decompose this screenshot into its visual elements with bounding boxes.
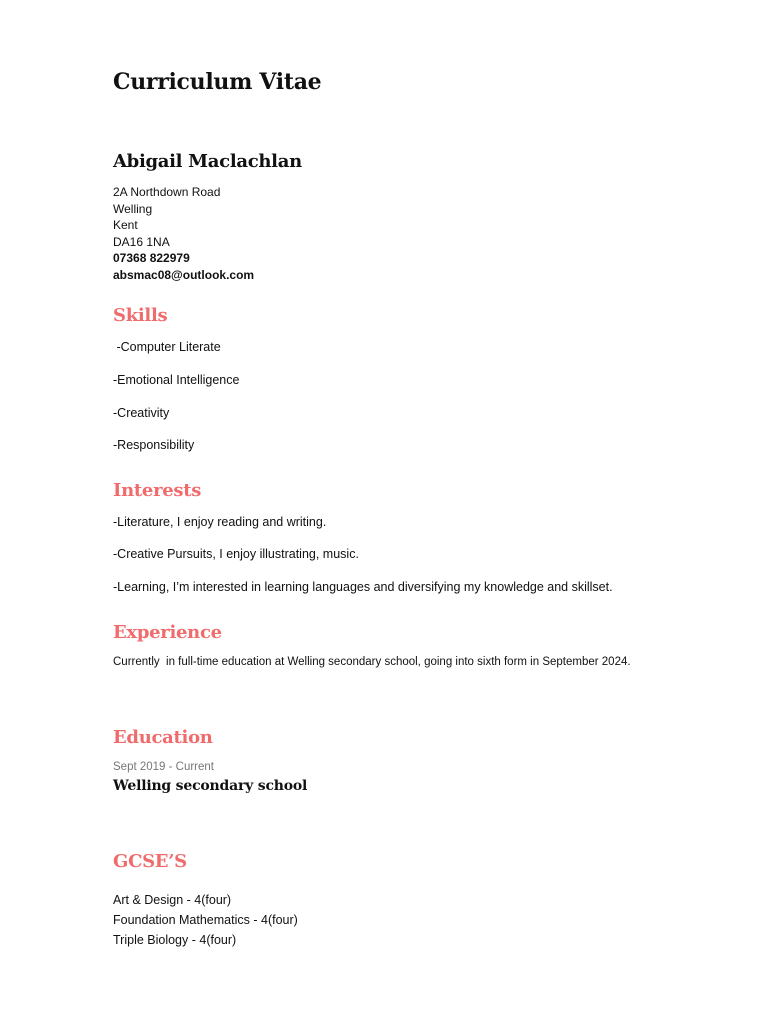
gcse-heading: GCSE’S: [113, 851, 187, 872]
interest-item: -Creative Pursuits, I enjoy illustrating, music.: [113, 547, 359, 561]
address-postcode: DA16 1NA: [113, 235, 170, 249]
skill-item: -Creativity: [113, 406, 170, 420]
interest-item: -Learning, I’m interested in learning languages and diversifying my knowledge and skillset.: [113, 580, 613, 594]
gcse-item: Art & Design - 4(four): [113, 893, 232, 907]
school-name: Welling secondary school: [113, 778, 308, 794]
skill-item: -Responsibility: [113, 438, 195, 452]
education-period: Sept 2019 - Current: [113, 761, 215, 773]
education-heading: Education: [113, 727, 213, 748]
skill-item: -Emotional Intelligence: [113, 373, 240, 387]
address-line-2: Welling: [113, 202, 153, 216]
skill-item: -Computer Literate: [113, 340, 221, 354]
skills-heading: Skills: [113, 305, 168, 326]
interests-heading: Interests: [113, 480, 202, 501]
address-county: Kent: [113, 218, 138, 232]
experience-text: Currently in full-time education at Welling secondary school, going into sixth form in September 2024.: [113, 656, 631, 668]
phone-number: 07368 822979: [113, 251, 190, 265]
experience-heading: Experience: [113, 622, 222, 643]
interest-item: -Literature, I enjoy reading and writing.: [113, 515, 327, 529]
document-title: Curriculum Vitae: [113, 69, 322, 95]
address-line-1: 2A Northdown Road: [113, 185, 221, 199]
gcse-item: Triple Biology - 4(four): [113, 933, 237, 947]
applicant-name: Abigail Maclachlan: [113, 151, 302, 172]
email-address: absmac08@outlook.com: [113, 268, 255, 282]
gcse-item: Foundation Mathematics - 4(four): [113, 913, 298, 927]
